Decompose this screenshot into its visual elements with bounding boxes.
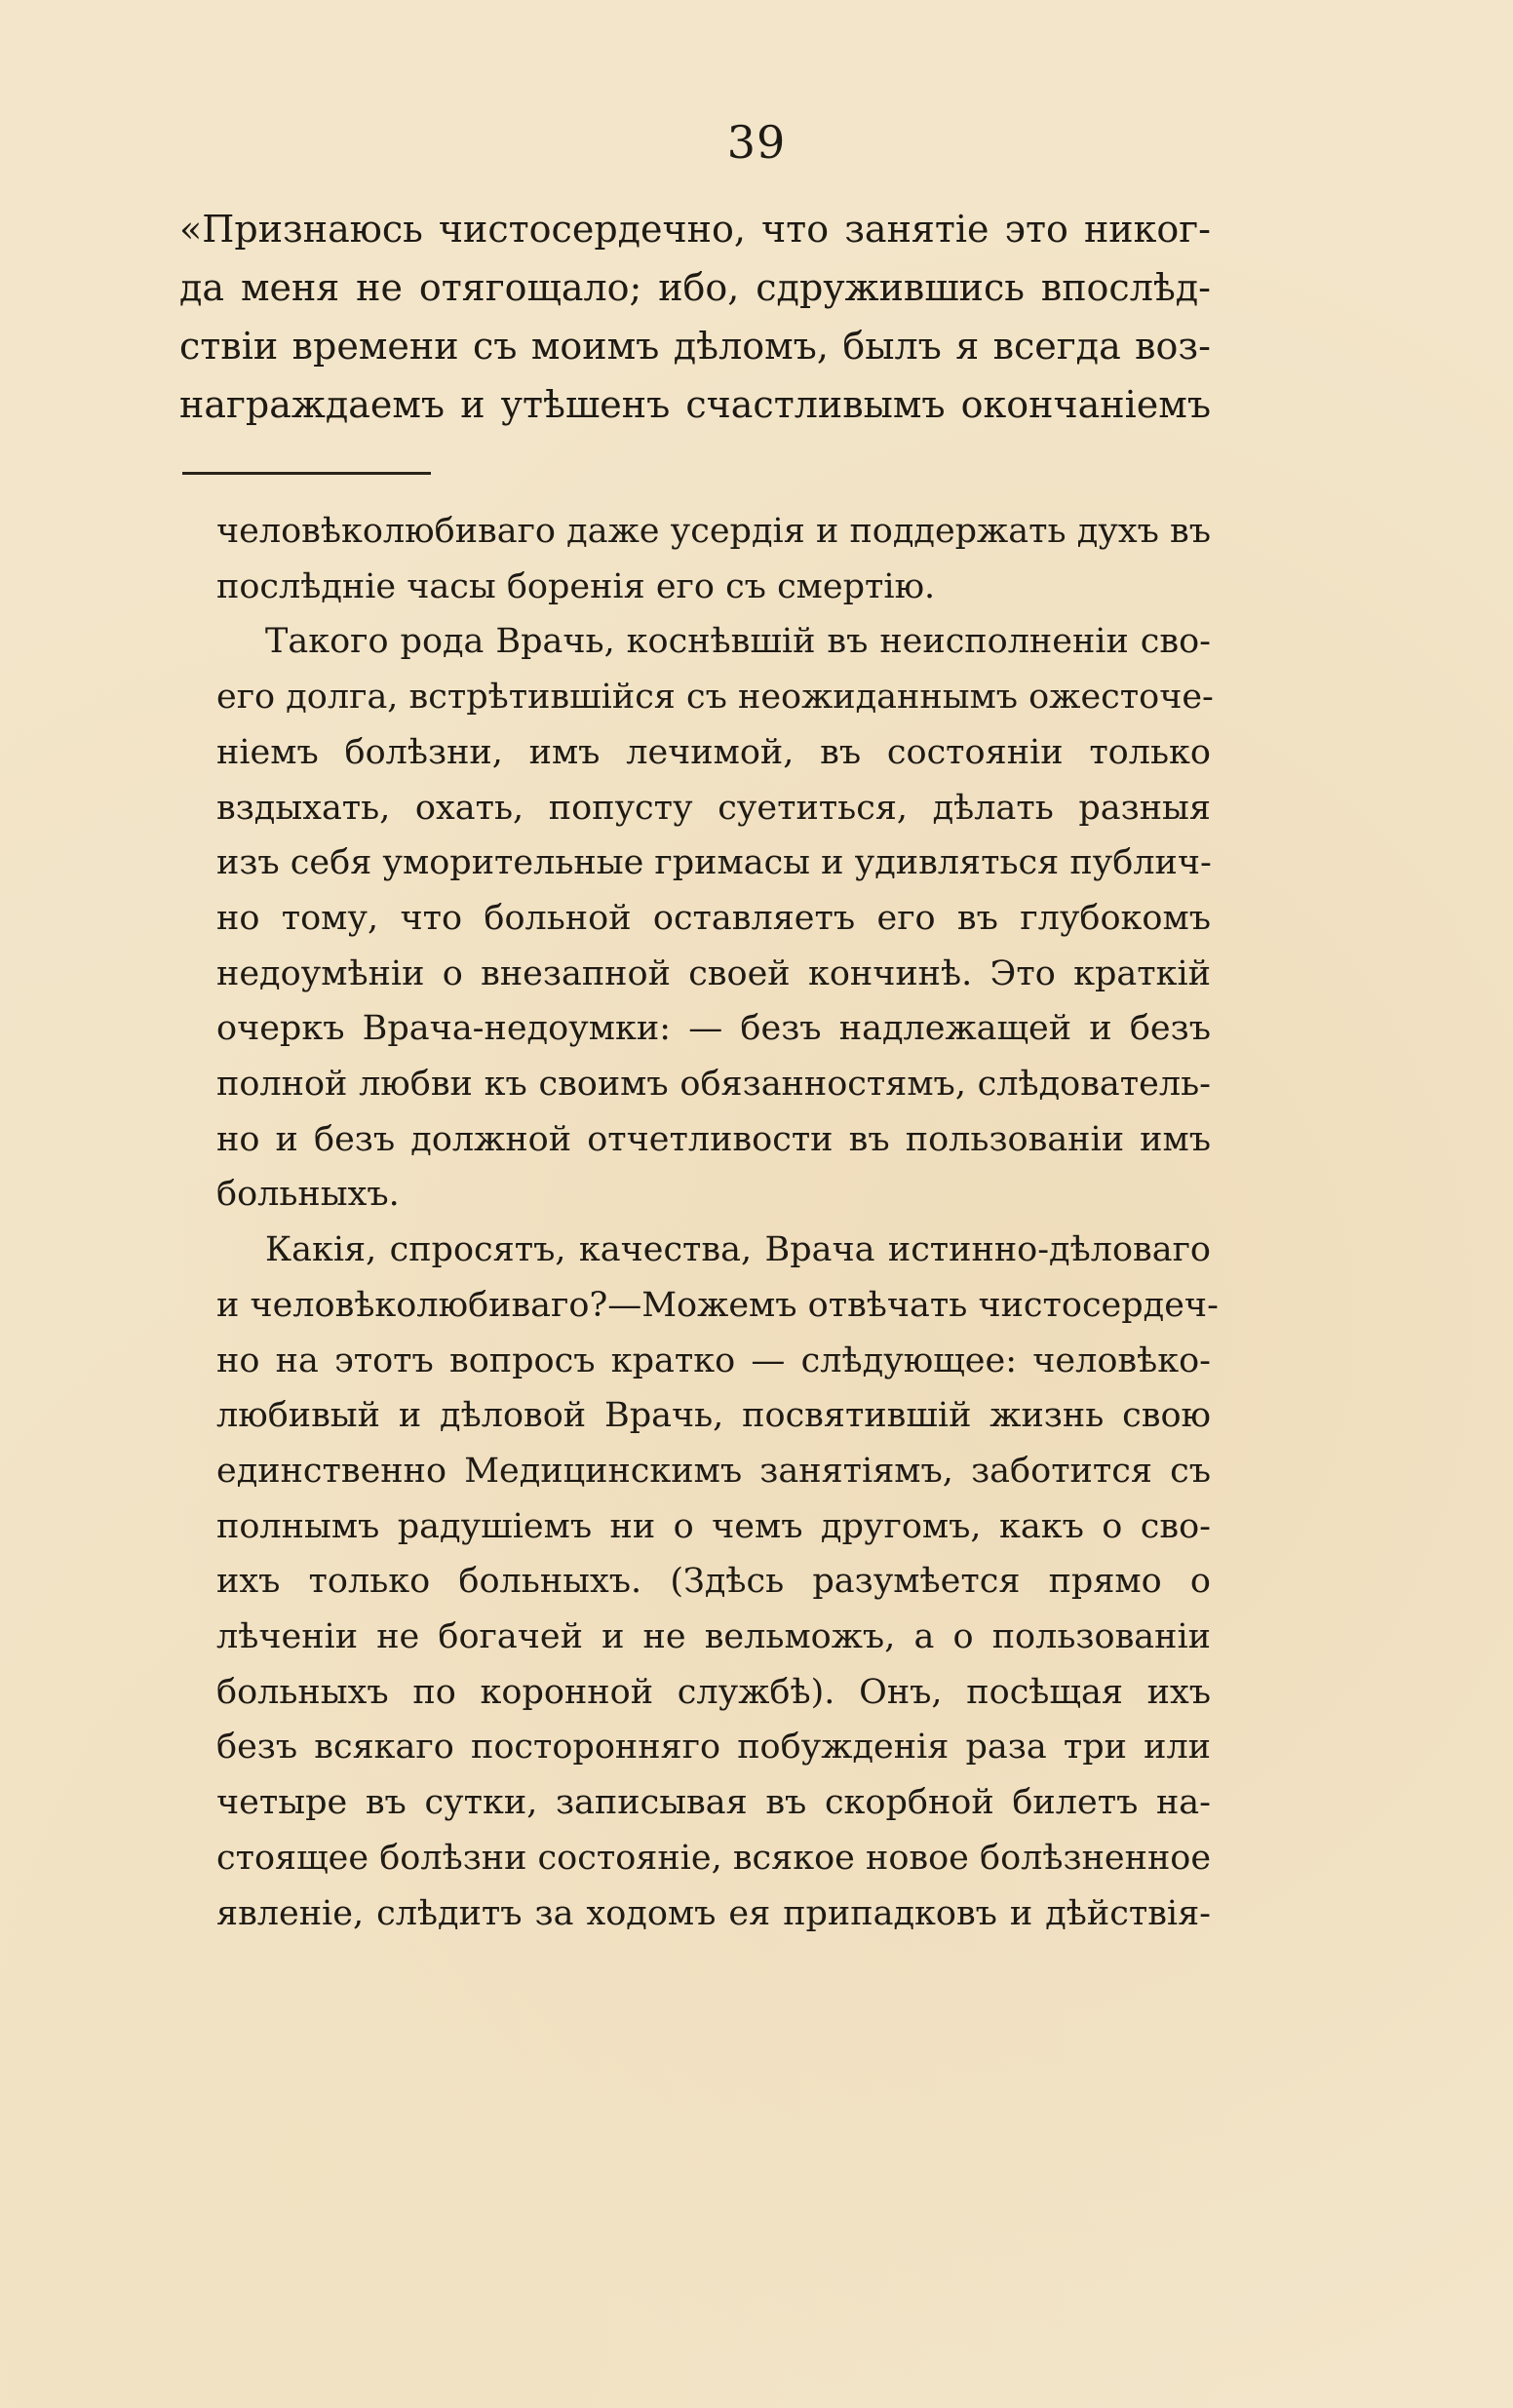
- footnote-line: очеркъ Врача-недоумки: — безъ надлежащей и безъ: [216, 1009, 1211, 1049]
- footnote-line: полной любви къ своимъ обязанностямъ, слѣдователь-: [216, 1065, 1211, 1105]
- footnote-line: лѣченіи не богачей и не вельможъ, а о пользованіи: [216, 1617, 1211, 1657]
- footnote-line: ихъ только больныхъ. (Здѣсь разумѣется прямо о: [216, 1562, 1211, 1602]
- main-text-block: [179, 200, 1211, 434]
- page-number: 39: [726, 116, 787, 169]
- footnote-paragraph-start: Такого рода Врачь, коснѣвшій въ неисполненіи сво-: [265, 622, 1211, 662]
- footnote-line: и человѣколюбиваго?—Можемъ отвѣчать чистосердеч-: [216, 1285, 1219, 1325]
- footnote-line: но и безъ должной отчетливости въ пользованіи имъ: [216, 1119, 1211, 1159]
- footnote-line: его долга, встрѣтившійся съ неожиданнымъ ожесточе-: [216, 678, 1214, 718]
- footnote-line: ніемъ болѣзни, имъ лечимой, въ состояніи только: [216, 732, 1211, 772]
- main-text-line: ствіи времени съ моимъ дѣломъ, былъ я всегда воз-: [179, 325, 1211, 368]
- footnote-line: но на этотъ вопросъ кратко — слѣдующее: человѣко-: [216, 1340, 1211, 1380]
- footnote-line: больныхъ по коронной службѣ). Онъ, посѣщая ихъ: [216, 1672, 1211, 1712]
- footnote-line: полнымъ радушіемъ ни о чемъ другомъ, какъ о сво-: [216, 1506, 1211, 1546]
- footnote-text-block: [216, 504, 1219, 1941]
- footnote-line: больныхъ.: [216, 1175, 400, 1215]
- footnote-line: стоящее болѣзни состояніе, всякое новое болѣзненное: [216, 1838, 1212, 1878]
- footnote-line: изъ себя уморительные гримасы и удивляться публич-: [216, 843, 1212, 883]
- main-text-line: да меня не отягощало; ибо, сдружившись впослѣд-: [179, 266, 1211, 309]
- footnote-line: недоумѣніи о внезапной своей кончинѣ. Это краткій: [216, 953, 1211, 993]
- footnote-line: явленіе, слѣдитъ за ходомъ ея припадковъ и дѣйствія-: [216, 1893, 1211, 1933]
- main-text-line: «Признаюсь чистосердечно, что занятіе это никог-: [179, 208, 1211, 251]
- footnote-separator: [182, 472, 431, 475]
- footnote-line: послѣдніе часы боренія его съ смертію.: [216, 566, 936, 606]
- main-text-line: награждаемъ и утѣшенъ счастливымъ окончаніемъ: [179, 383, 1211, 426]
- footnote-line: единственно Медицинскимъ занятіямъ, заботится съ: [216, 1451, 1211, 1491]
- footnote-line: безъ всякаго посторонняго побужденія раза три или: [216, 1728, 1211, 1767]
- footnote-line: вздыхать, охать, попусту суетиться, дѣлать разныя: [216, 788, 1211, 828]
- footnote-line: человѣколюбиваго даже усердія и поддержать духъ въ: [216, 512, 1211, 551]
- footnote-paragraph-start: Какія, спросятъ, качества, Врача истинно-дѣловаго: [265, 1230, 1211, 1270]
- footnote-line: но тому, что больной оставляетъ его въ глубокомъ: [216, 898, 1211, 938]
- footnote-line: любивый и дѣловой Врачь, посвятившій жизнь свою: [216, 1396, 1211, 1436]
- footnote-line: четыре въ сутки, записывая въ скорбной билетъ на-: [216, 1783, 1211, 1823]
